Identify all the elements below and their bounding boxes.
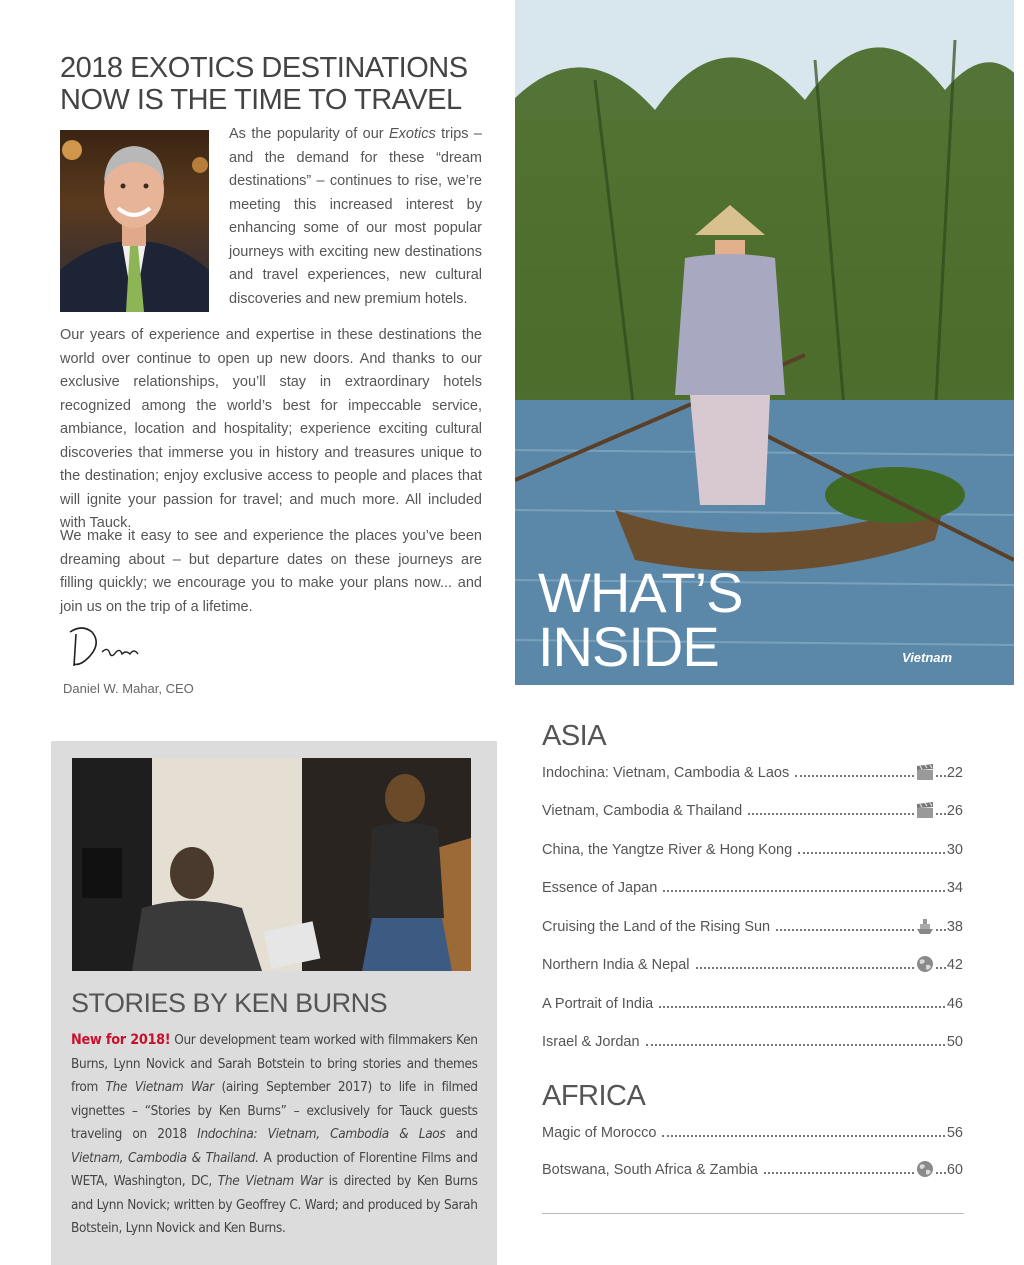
- intro-exotics-word: Exotics: [388, 126, 436, 142]
- ship-icon: [916, 917, 934, 935]
- toc-entry[interactable]: [542, 874, 963, 896]
- toc-entry-label: Cruising the Land of the Rising Sun: [542, 919, 771, 935]
- new-for-2018-label: New for 2018!: [71, 1032, 171, 1048]
- toc-page-number: 56: [946, 1125, 963, 1141]
- photo-caption: Vietnam: [902, 650, 953, 665]
- leader-dots: [663, 889, 945, 892]
- ceo-name: Daniel W. Mahar, CEO: [63, 681, 194, 696]
- toc-entry[interactable]: [542, 1156, 963, 1178]
- toc-entry-label: Vietnam, Cambodia & Thailand: [542, 803, 743, 819]
- headline-line-2: NOW IS THE TIME TO TRAVEL: [60, 84, 462, 116]
- whats-inside-title: [538, 561, 743, 678]
- kb-italic-4: The Vietnam War: [217, 1174, 323, 1189]
- toc-page-number: 22: [946, 765, 963, 781]
- film-clapper-icon: [916, 801, 934, 819]
- leader-dots: [764, 1171, 914, 1174]
- leader-dots: [776, 928, 914, 931]
- ceo-portrait: [60, 130, 209, 312]
- leader-dots: [936, 1171, 946, 1174]
- kb-text-4: A production of Florentine Films and WETA, Washington, DC,: [71, 1150, 478, 1189]
- leader-dots: [936, 812, 946, 815]
- toc-page-number: 30: [946, 842, 963, 858]
- divider-rule: [542, 1213, 964, 1214]
- leader-dots: [646, 1043, 945, 1046]
- globe-icon: [916, 1160, 934, 1178]
- toc-entry-label: Botswana, South Africa & Zambia: [542, 1162, 758, 1178]
- whats-inside-line-1: WHAT’S: [538, 561, 743, 624]
- leader-dots: [748, 812, 914, 815]
- leader-dots: [795, 774, 914, 777]
- toc-page-number: 46: [946, 996, 963, 1012]
- kb-italic-3: Vietnam, Cambodia & Thailand.: [71, 1150, 259, 1166]
- toc-entry[interactable]: [542, 1119, 963, 1141]
- leader-dots: [659, 1005, 945, 1008]
- page-headline: [60, 52, 500, 116]
- intro-paragraph: [229, 123, 482, 311]
- toc-entry-label: China, the Yangtze River & Hong Kong: [542, 842, 793, 858]
- whats-inside-line-2: INSIDE: [538, 615, 719, 678]
- toc-entry[interactable]: [542, 836, 963, 858]
- toc-entry-label: Israel & Jordan: [542, 1034, 640, 1050]
- intro-text-start: As the popularity of our: [229, 126, 389, 142]
- kb-italic-2: Indochina: Vietnam, Cambodia & Laos: [197, 1127, 446, 1142]
- ken-burns-title: STORIES BY KEN BURNS: [71, 988, 388, 1018]
- toc-entry-label: Essence of Japan: [542, 880, 658, 896]
- toc-page-number: 34: [946, 880, 963, 896]
- toc-entry-label: Indochina: Vietnam, Cambodia & Laos: [542, 765, 790, 781]
- leader-dots: [936, 928, 946, 931]
- toc-entry[interactable]: [542, 913, 963, 935]
- ken-burns-interview-photo: [72, 758, 471, 971]
- globe-icon: [916, 955, 934, 973]
- leader-dots: [936, 774, 946, 777]
- film-clapper-icon: [916, 763, 934, 781]
- toc-page-number: 42: [946, 957, 963, 973]
- toc-page-number: 50: [946, 1034, 963, 1050]
- toc-entry-label: Magic of Morocco: [542, 1125, 657, 1141]
- toc-page-number: 26: [946, 803, 963, 819]
- toc-entry[interactable]: [542, 1028, 963, 1050]
- kb-text-2: (airing September 2017) to life in filmed vignettes – “Stories by Ken Burns” – exclusively for Tauck guests traveling on 2018: [71, 1080, 478, 1142]
- toc-heading-africa: AFRICA: [542, 1080, 646, 1112]
- toc-entry[interactable]: [542, 990, 963, 1012]
- toc-entry[interactable]: [542, 759, 963, 781]
- body-paragraph-experience: Our years of experience and expertise in these destinations the world over continue to open up new doors. And thanks to our exclusive relationships, you’ll stay in extraordinary hotels recognized among the world’s best for impeccable service, ambiance, location and hospitality; experience exciting cultural discoveries that immerse you in history and treasures unique to the destination; enjoy exclusive access to people and places that will ignite your passion for travel; and much more. All included with Tauck.: [60, 327, 482, 531]
- leader-dots: [798, 851, 945, 854]
- kb-italic-1: The Vietnam War: [105, 1080, 214, 1095]
- body-paragraph-invitation: We make it easy to see and experience the places you’ve been dreaming about – but departure dates on these journeys are filling quickly; we encourage you to make your plans now... and join us on the trip of a lifetime.: [60, 528, 482, 615]
- toc-entry[interactable]: [542, 797, 963, 819]
- toc-entry-label: Northern India & Nepal: [542, 957, 690, 973]
- toc-page-number: 60: [946, 1162, 963, 1178]
- toc-page-number: 38: [946, 919, 963, 935]
- ceo-signature: [62, 622, 152, 672]
- headline-line-1: 2018 EXOTICS DESTINATIONS: [60, 52, 468, 84]
- leader-dots: [936, 966, 946, 969]
- kb-text-1: Our development team worked with filmmakers Ken Burns, Lynn Novick and Sarah Botstein to bring stories and themes from: [71, 1033, 478, 1095]
- ken-burns-description: [71, 1029, 478, 1241]
- intro-text-rest: trips – and the demand for these “dream destinations” – continues to rise, we’re meeting this increased interest by enhancing some of our most popular journeys with exciting new destinations and travel experiences, new cultural discoveries and new premium hotels.: [229, 126, 482, 307]
- leader-dots: [696, 966, 914, 969]
- toc-entry[interactable]: [542, 951, 963, 973]
- toc-entry-label: A Portrait of India: [542, 996, 654, 1012]
- kb-text-5: is directed by Ken Burns and Lynn Novick; written by Geoffrey C. Ward; and produced by Sarah Botstein, Lynn Novick and Ken Burns.: [71, 1174, 478, 1236]
- leader-dots: [662, 1134, 944, 1137]
- kb-text-3: and: [445, 1127, 478, 1142]
- toc-heading-asia: ASIA: [542, 720, 607, 752]
